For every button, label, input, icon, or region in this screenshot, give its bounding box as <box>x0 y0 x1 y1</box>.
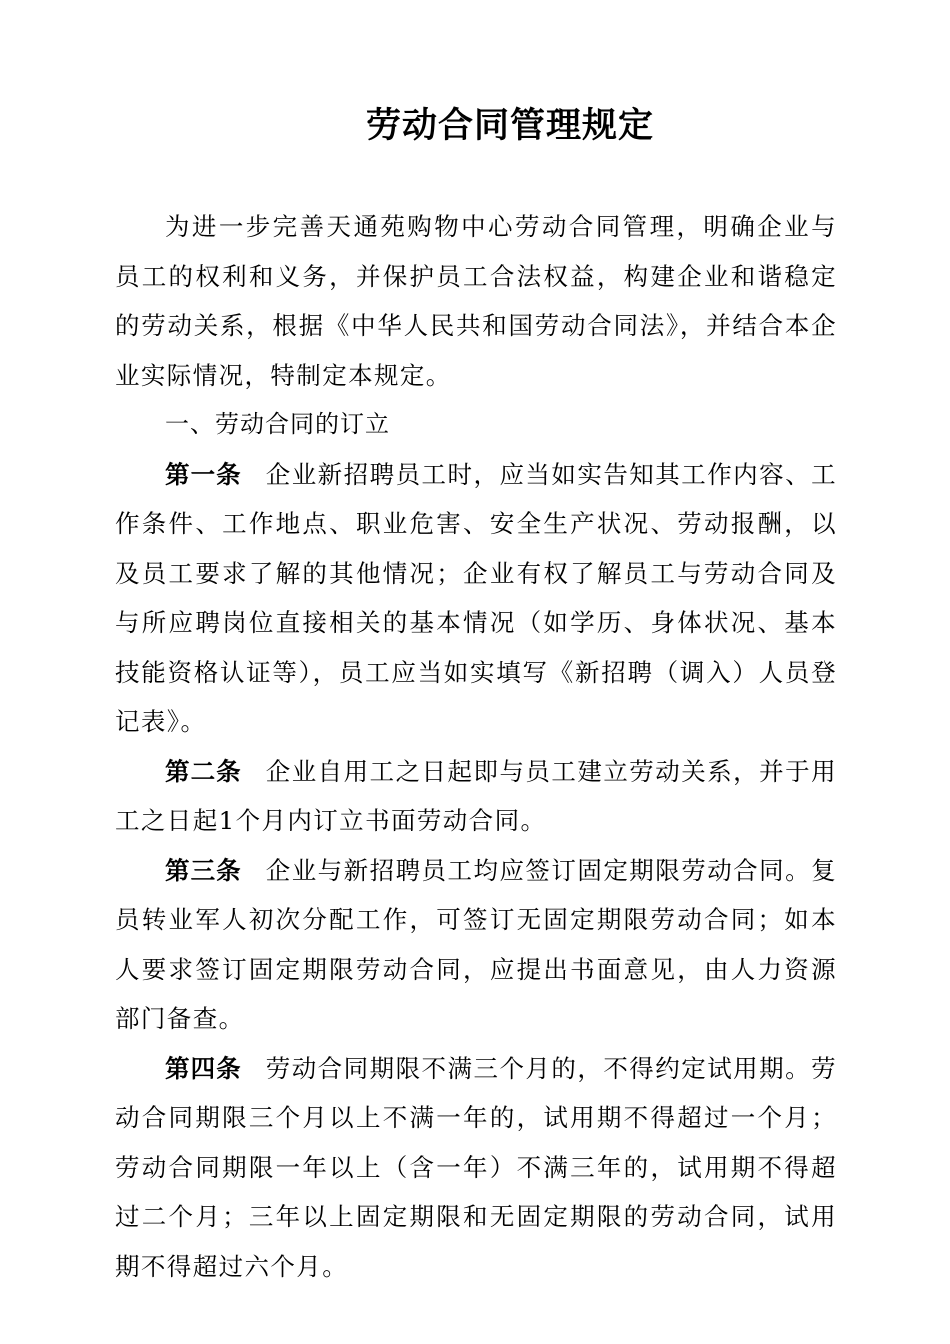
article-label: 第二条 <box>165 756 242 786</box>
document-title: 劳动合同管理规定 <box>365 106 654 146</box>
article-paragraph <box>115 747 837 846</box>
intro-paragraph: 为进一步完善天通苑购物中心劳动合同管理，明确企业与员工的权利和义务，并保护员工合法权益，构建企业和谐稳定的劳动关系，根据《中华人民共和国劳动合同法》，并结合本企业实际情况，特制定本规定。 <box>115 212 837 390</box>
article-paragraph <box>115 846 837 1044</box>
article-text: 企业新招聘员工时，应当如实告知其工作内容、工作条件、工作地点、职业危害、安全生产状况、劳动报酬，以及员工要求了解的其他情况；企业有权了解员工与劳动合同及与所应聘岗位直接相关的基本情况（如学历、身体状况、基本技能资格认证等），员工应当如实填写《新招聘（调入）人员登记表》。 <box>115 459 837 736</box>
article-text: 企业自用工之日起即与员工建立劳动关系，并于用工之日起1个月内订立书面劳动合同。 <box>115 756 837 835</box>
article-text: 企业与新招聘员工均应签订固定期限劳动合同。复员转业军人初次分配工作，可签订无固定期限劳动合同；如本人要求签订固定期限劳动合同，应提出书面意见，由人力资源部门备查。 <box>115 855 837 1033</box>
document-body <box>115 202 837 1291</box>
article-text: 劳动合同期限不满三个月的，不得约定试用期。劳动合同期限三个月以上不满一年的，试用期不得超过一个月；劳动合同期限一年以上（含一年）不满三年的，试用期不得超过二个月；三年以上固定期限和无固定期限的劳动合同，试用期不得超过六个月。 <box>115 1053 837 1281</box>
article-paragraph <box>115 450 837 747</box>
section-heading: 一、劳动合同的订立 <box>165 410 390 438</box>
article-label: 第四条 <box>165 1053 242 1083</box>
article-paragraph <box>115 1044 837 1292</box>
article-label: 第三条 <box>165 855 242 885</box>
article-label: 第一条 <box>165 459 242 489</box>
